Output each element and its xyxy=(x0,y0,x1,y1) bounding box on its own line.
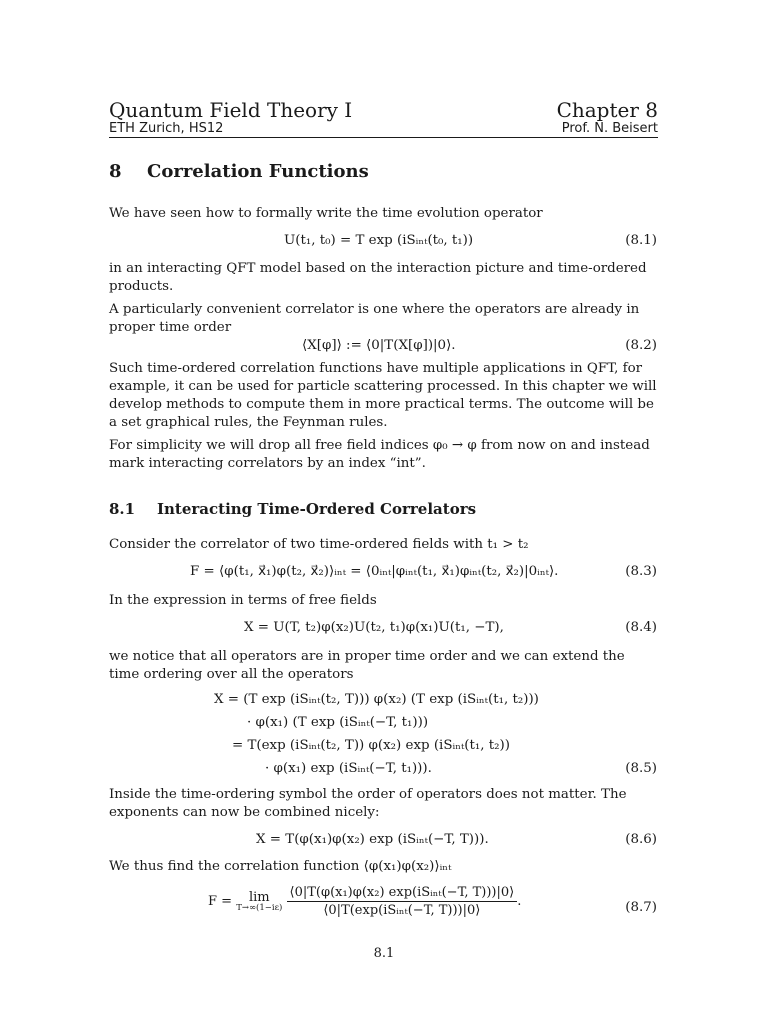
equation-number: (8.4) xyxy=(625,620,657,635)
equation-number: (8.5) xyxy=(625,761,657,776)
paragraph: Inside the time-ordering symbol the order of operators does not matter. The exponents can now be combined nicely: xyxy=(109,787,627,820)
page-number: 8.1 xyxy=(373,946,395,961)
equation-8-5-line: · φ(x₁) (T exp (iSᵢₙₜ(−T, t₁))) xyxy=(247,715,429,730)
equation-8-5-line: = T(exp (iSᵢₙₜ(t₂, T)) φ(x₂) exp (iSᵢₙₜ(t₁, t₂)) xyxy=(232,738,510,753)
paragraph: A particularly convenient correlator is one where the operators are already in proper time order xyxy=(109,302,640,335)
limit-label: lim xyxy=(248,890,270,905)
paragraph: Such time-ordered correlation functions have multiple applications in QFT, for example, it can be used for particle scattering processed. In this chapter we will develop methods to compute them in more practical terms. The outcome will be a set graphical rules, the Feynman rules. xyxy=(109,361,657,430)
paragraph: We have seen how to formally write the time evolution operator xyxy=(109,206,543,221)
equation-8-7 xyxy=(208,885,521,918)
chapter-label: Chapter 8 xyxy=(556,98,658,122)
equation-8-1: U(t₁, t₀) = T exp (iSᵢₙₜ(t₀, t₁)) xyxy=(284,233,474,248)
equation-8-5-line: · φ(x₁) exp (iSᵢₙₜ(−T, t₁))). xyxy=(265,761,432,776)
numerator: ⟨0|T(φ(x₁)φ(x₂) exp(iSᵢₙₜ(−T, T)))|0⟩ xyxy=(287,885,518,902)
equation-8-3: F = ⟨φ(t₁, x⃗₁)φ(t₂, x⃗₂)⟩ᵢₙₜ = ⟨0ᵢₙₜ|φᵢₙₜ(t₁, x⃗₁)φᵢₙₜ(t₂, x⃗₂)|0ᵢₙₜ⟩. xyxy=(190,564,559,579)
equation-8-6: X = T(φ(x₁)φ(x₂) exp (iSᵢₙₜ(−T, T))). xyxy=(256,832,489,847)
equation-8-5-line: X = (T exp (iSᵢₙₜ(t₂, T))) φ(x₂) (T exp (iSᵢₙₜ(t₁, t₂))) xyxy=(214,692,539,707)
paragraph: Consider the correlator of two time-ordered fields with t₁ > t₂ xyxy=(109,537,529,552)
equation-8-2: ⟨X[φ]⟩ := ⟨0|T(X[φ])|0⟩. xyxy=(302,338,456,353)
limit-operator xyxy=(236,890,282,913)
equation-number: (8.3) xyxy=(625,564,657,579)
equation-number: (8.1) xyxy=(625,233,657,248)
subsection-number: 8.1 xyxy=(109,500,136,518)
eq-lhs: F = xyxy=(208,894,233,909)
subsection-title: Interacting Time-Ordered Correlators xyxy=(157,500,477,518)
paragraph: We thus find the correlation function ⟨φ(x₁)φ(x₂)⟩ᵢₙₜ xyxy=(109,859,452,874)
equation-number: (8.2) xyxy=(625,338,657,353)
equation-number: (8.7) xyxy=(625,900,657,915)
limit-subscript: T→∞(1−iε) xyxy=(236,903,283,913)
denominator: ⟨0|T(exp(iSᵢₙₜ(−T, T)))|0⟩ xyxy=(323,903,481,918)
author: Prof. N. Beisert xyxy=(561,121,658,136)
paragraph: we notice that all operators are in proper time order and we can extend the time ordering over all the operators xyxy=(109,649,625,682)
section-title: Correlation Functions xyxy=(147,161,369,182)
section-number: 8 xyxy=(109,161,122,182)
paragraph: in an interacting QFT model based on the interaction picture and time-ordered products. xyxy=(109,261,647,294)
fraction xyxy=(287,885,518,918)
equation-8-4: X = U(T, t₂)φ(x₂)U(t₂, t₁)φ(x₁)U(t₁, −T), xyxy=(244,620,504,635)
equation-number: (8.6) xyxy=(625,832,657,847)
institution: ETH Zurich, HS12 xyxy=(109,121,224,136)
header-rule xyxy=(109,137,658,138)
paragraph: In the expression in terms of free fields xyxy=(109,593,377,608)
course-title: Quantum Field Theory I xyxy=(109,98,353,122)
eq-tail: . xyxy=(517,894,522,909)
paragraph: For simplicity we will drop all free field indices φ₀ → φ from now on and instead mark interacting correlators by an index “int”. xyxy=(109,438,650,471)
